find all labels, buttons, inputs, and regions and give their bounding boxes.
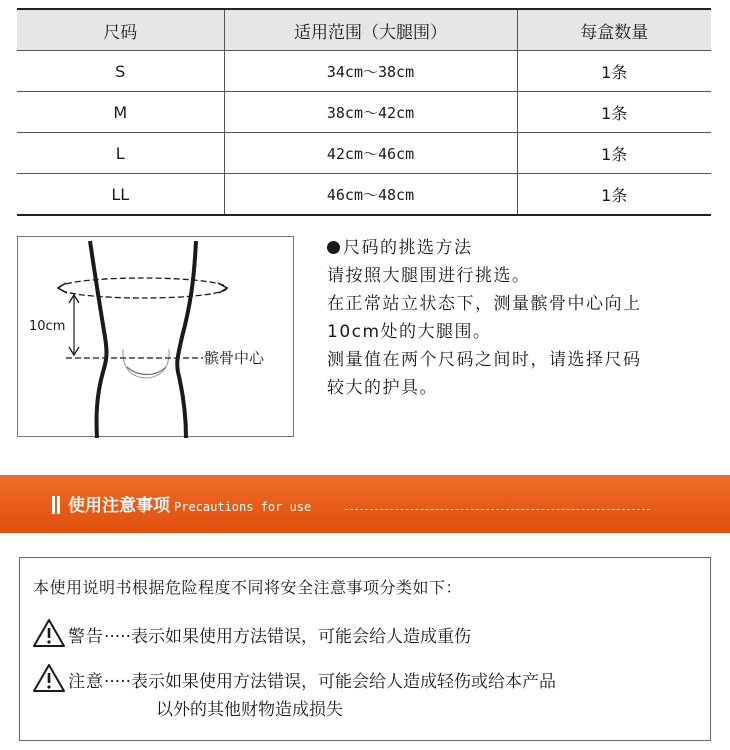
- size-selection-method: [327, 234, 722, 402]
- cell-size: S: [17, 51, 224, 92]
- warning-label: 警告: [68, 627, 104, 647]
- cell-range: 42cm～46cm: [224, 133, 517, 174]
- header-size: 尺码: [17, 9, 224, 51]
- cell-range: 38cm～42cm: [224, 92, 517, 133]
- cell-qty: 1条: [517, 51, 711, 92]
- method-line: 较大的护具。: [327, 378, 438, 398]
- method-title: 尺码的挑选方法: [327, 234, 722, 262]
- method-line: 10cm处的大腿围。: [327, 322, 492, 342]
- cell-range: 34cm～38cm: [224, 51, 517, 92]
- warning-row: [32, 618, 471, 648]
- label-patella-center: 髌骨中心: [204, 349, 265, 367]
- precautions-box: [19, 557, 711, 741]
- table-row: [17, 133, 711, 174]
- method-line: 请按照大腿围进行挑选。: [327, 266, 531, 286]
- caution-row: [32, 663, 556, 693]
- method-line: 测量值在两个尺码之间时，请选择尺码: [327, 350, 642, 370]
- cell-size: M: [17, 92, 224, 133]
- cell-size: LL: [17, 174, 224, 216]
- table-row: [17, 174, 711, 216]
- leg-illustration: [18, 237, 295, 438]
- banner-title-cn: 使用注意事项: [68, 496, 170, 516]
- caution-dots: ·····: [104, 672, 132, 692]
- banner-title: [52, 491, 311, 516]
- caution-text: 表示如果使用方法错误，可能会给人造成轻伤或给本产品: [131, 672, 557, 692]
- cell-size: L: [17, 133, 224, 174]
- cell-qty: 1条: [517, 133, 711, 174]
- header-range: 适用范围（大腿围）: [224, 9, 517, 51]
- caution-label: 注意: [68, 672, 104, 692]
- measurement-diagram: [17, 236, 294, 437]
- size-table-header: [17, 9, 711, 51]
- cell-range: 46cm～48cm: [224, 174, 517, 216]
- bullet-icon: [327, 241, 340, 254]
- label-10cm: 10cm: [29, 319, 66, 334]
- banner-bar-icon: [52, 496, 55, 514]
- table-row: [17, 92, 711, 133]
- banner-title-en: Precautions for use: [174, 500, 312, 514]
- banner-bar-icon: [57, 496, 60, 514]
- warning-dots: ·····: [104, 627, 132, 647]
- caution-text-continued: 以外的其他财物造成损失: [156, 700, 343, 720]
- precautions-banner: [0, 475, 730, 533]
- method-line: 在正常站立状态下，测量髌骨中心向上: [327, 294, 642, 314]
- size-table: [17, 8, 711, 216]
- warning-triangle-icon: [32, 618, 66, 648]
- warning-triangle-icon: [32, 663, 66, 693]
- table-row: [17, 51, 711, 92]
- precautions-intro: 本使用说明书根据危险程度不同将安全注意事项分类如下：: [33, 578, 463, 597]
- header-qty: 每盒数量: [517, 9, 711, 51]
- cell-qty: 1条: [517, 92, 711, 133]
- banner-divider: [345, 509, 650, 510]
- cell-qty: 1条: [517, 174, 711, 216]
- warning-text: 表示如果使用方法错误，可能会给人造成重伤: [131, 627, 472, 647]
